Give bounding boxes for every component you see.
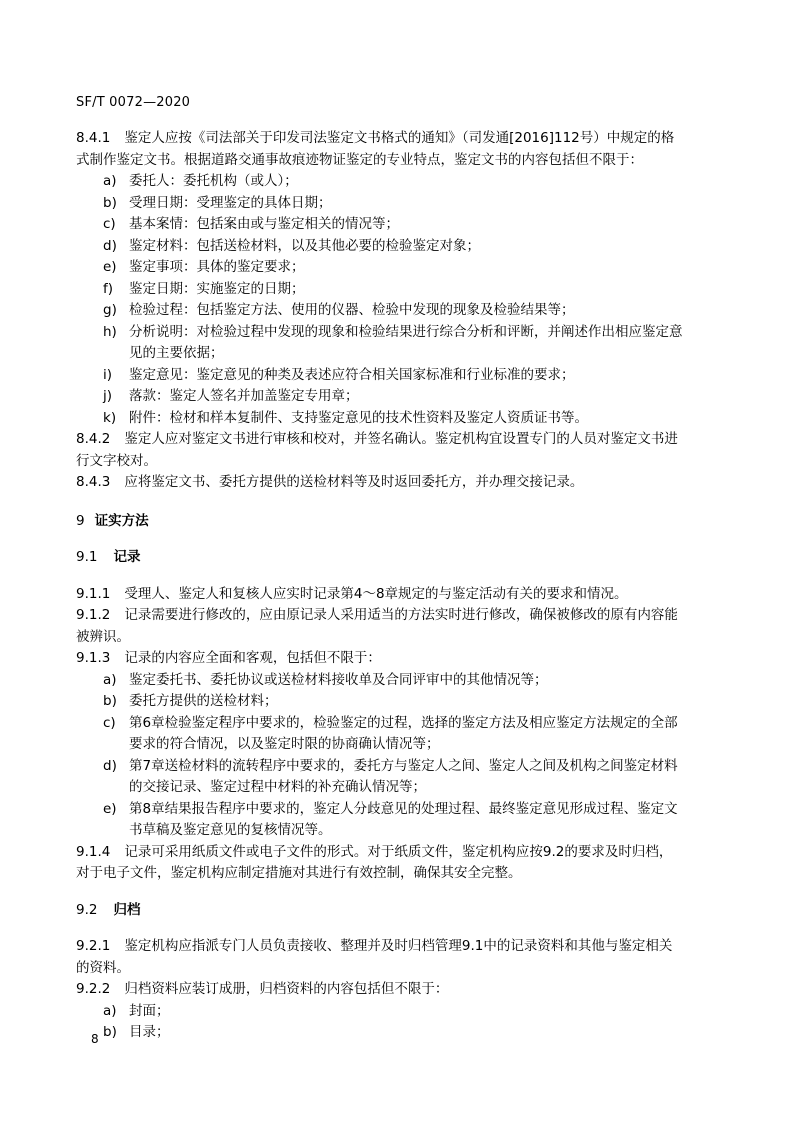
- clause-text: 记录可采用纸质文件或电子文件的形式。对于纸质文件，鉴定机构应按9.2的要求及时归档，: [124, 843, 673, 860]
- clause-9-1-2: [76, 605, 716, 648]
- clause-number: 8.4.3: [76, 474, 111, 490]
- section-number: 9.2: [76, 901, 98, 918]
- clause-text-continued: 行文字校对。: [76, 452, 157, 469]
- page-number: 8: [91, 1032, 99, 1046]
- list-item: e) 第8章结果报告程序中要求的，鉴定人分歧意见的处理过程、最终鉴定意见形成过程、鉴定文: [103, 800, 678, 817]
- section-title: 证实方法: [94, 512, 149, 529]
- clause-8-4-2: [76, 429, 716, 472]
- section-title: 归档: [113, 901, 141, 918]
- list-item: b) 受理日期：受理鉴定的具体日期；: [103, 194, 332, 211]
- document-id-header: SF/T 0072—2020: [76, 95, 191, 110]
- clause-9-2-2: [76, 979, 716, 1044]
- clause-number: 9.2.1: [76, 938, 111, 954]
- clause-text-continued: 被辨识。: [76, 628, 130, 645]
- clause-9-1-1: [76, 584, 716, 606]
- section-number: 9: [76, 512, 85, 529]
- clause-text: 鉴定人应按《司法部关于印发司法鉴定文书格式的通知》（司发通[2016]112号）中规定的格: [124, 130, 675, 146]
- section-heading-9-1: [76, 547, 716, 569]
- list-item-continued: 要求的符合情况，以及鉴定时限的协商确认情况等；: [129, 736, 440, 752]
- list-item: f) 鉴定日期：实施鉴定的日期；: [103, 280, 305, 297]
- clause-9-2-1: [76, 936, 716, 979]
- clause-8-4-1: [76, 128, 716, 429]
- section-number: 9.1: [76, 549, 98, 565]
- clause-text-continued: 的资料。: [76, 959, 130, 976]
- list-item: g) 检验过程：包括鉴定方法、使用的仪器、检验中发现的现象及检验结果等；: [103, 302, 575, 318]
- clause-number: 9.1.4: [76, 843, 111, 860]
- list-item-continued: 见的主要依据；: [129, 345, 224, 361]
- clause-number: 9.1.2: [76, 607, 111, 623]
- list-item: d) 鉴定材料：包括送检材料，以及其他必要的检验鉴定对象；: [103, 237, 480, 254]
- list-item: c) 第6章检验鉴定程序中要求的，检验鉴定的过程，选择的鉴定方法及相应鉴定方法规定的全部: [103, 714, 678, 731]
- list-item-continued: 的交接记录、鉴定过程中材料的补充确认情况等；: [129, 779, 426, 795]
- page-content: [76, 128, 716, 1044]
- clause-text: 鉴定机构应指派专门人员负责接收、整理并及时归档管理9.1中的记录资料和其他与鉴定相关: [124, 938, 673, 954]
- list-item: e) 鉴定事项：具体的鉴定要求；: [103, 259, 305, 275]
- clause-9-1-4: [76, 842, 716, 885]
- clause-text: 受理人、鉴定人和复核人应实时记录第4～8章规定的与鉴定活动有关的要求和情况。: [124, 585, 628, 602]
- list-item: a) 封面；: [103, 1002, 170, 1019]
- list-item: h) 分析说明：对检验过程中发现的现象和检验结果进行综合分析和评断，并阐述作出相应鉴定意: [103, 323, 683, 340]
- section-title: 记录: [113, 549, 141, 565]
- clause-text: 应将鉴定文书、委托方提供的送检材料等及时返回委托方，并办理交接记录。: [124, 474, 584, 490]
- list-item: d) 第7章送检材料的流转程序中要求的，委托方与鉴定人之间、鉴定人之间及机构之间鉴定材料: [103, 757, 678, 774]
- list-item: a) 鉴定委托书、委托协议或送检材料接收单及合同评审中的其他情况等；: [103, 671, 548, 688]
- clause-text-continued: 对于电子文件，鉴定机构应制定措施对其进行有效控制，确保其安全完整。: [76, 865, 522, 881]
- section-heading-9: [76, 511, 716, 533]
- clause-text: 记录的内容应全面和客观，包括但不限于：: [124, 650, 381, 666]
- list-item: a) 委托人：委托机构（或人）；: [103, 173, 298, 189]
- clause-8-4-3: [76, 472, 716, 494]
- clause-number: 8.4.2: [76, 431, 111, 447]
- clause-number: 9.1.3: [76, 650, 111, 666]
- list-item: c) 基本案情：包括案由或与鉴定相关的情况等；: [103, 216, 399, 232]
- clause-number: 9.2.2: [76, 981, 111, 997]
- list-item: b) 目录；: [103, 1024, 170, 1040]
- section-heading-9-2: [76, 900, 716, 922]
- list-item: j) 落款：鉴定人签名并加盖鉴定专用章；: [103, 388, 359, 404]
- clause-text-continued: 式制作鉴定文书。根据道路交通事故痕迹物证鉴定的专业特点，鉴定文书的内容包括但不限于：: [76, 151, 643, 168]
- clause-9-1-3: [76, 648, 716, 842]
- clause-number: 8.4.1: [76, 130, 111, 146]
- clause-text: 鉴定人应对鉴定文书进行审核和校对，并签名确认。鉴定机构宜设置专门的人员对鉴定文书进: [124, 431, 678, 447]
- clause-number: 9.1.1: [76, 585, 111, 602]
- list-item-continued: 书草稿及鉴定意见的复核情况等。: [129, 822, 332, 838]
- clause-text: 归档资料应装订成册，归档资料的内容包括但不限于：: [124, 981, 449, 997]
- list-item: b) 委托方提供的送检材料；: [103, 693, 278, 709]
- list-item: k) 附件：检材和样本复制件、支持鉴定意见的技术性资料及鉴定人资质证书等。: [103, 409, 588, 426]
- clause-text: 记录需要进行修改的，应由原记录人采用适当的方法实时进行修改，确保被修改的原有内容能: [124, 607, 678, 623]
- list-item: i) 鉴定意见：鉴定意见的种类及表述应符合相关国家标准和行业标准的要求；: [103, 366, 575, 383]
